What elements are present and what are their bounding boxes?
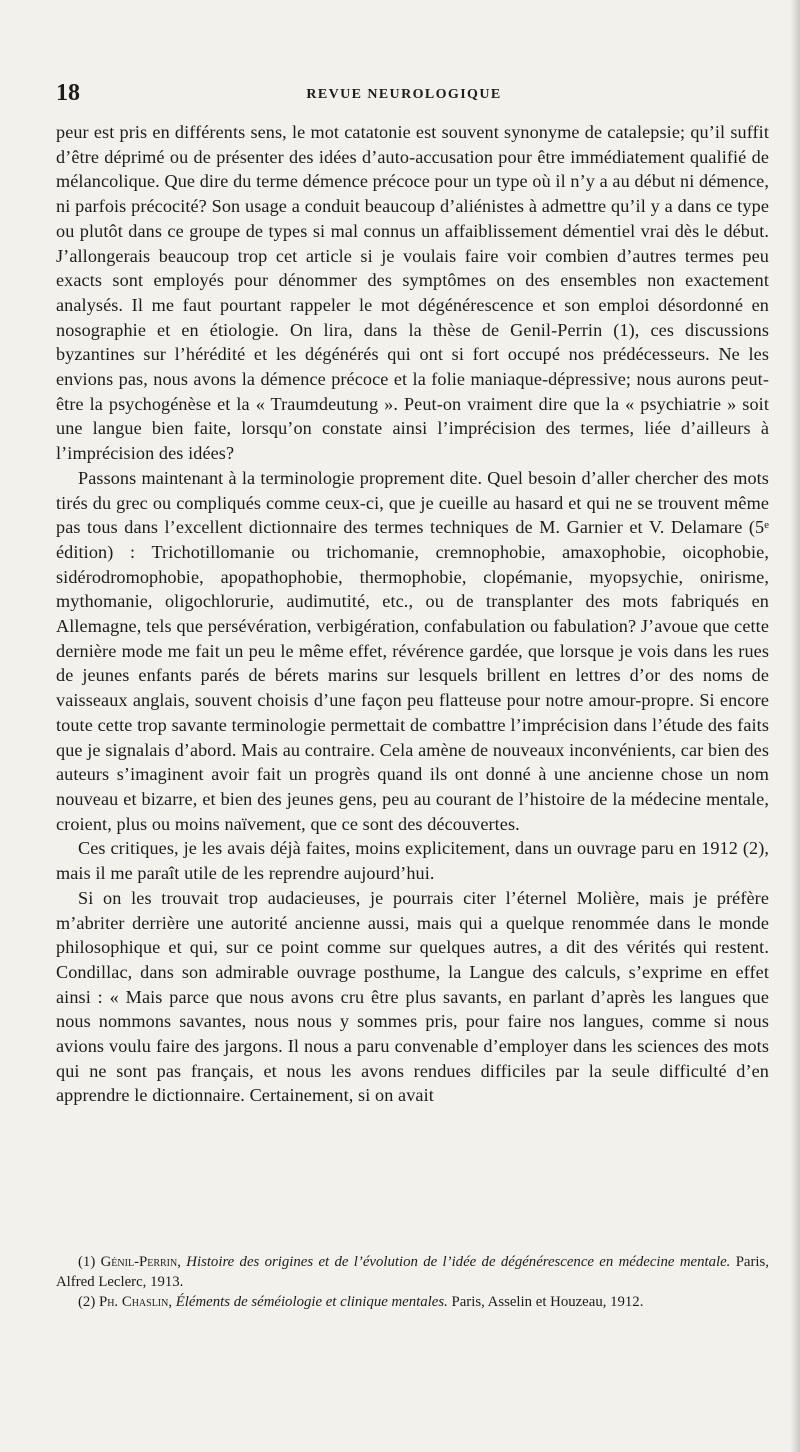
footnote-1 — [56, 1252, 769, 1292]
paragraph-1: peur est pris en différents sens, le mot catatonie est souvent synonyme de catalepsie; qu’il suffit d’être déprimé ou de présenter des idées d’auto-accusation pour être immédiatement qualifié de mélancolique. Que dire du terme démence précoce pour un type où il n’y a au début ni démence, ni parfois précocité? Son usage a conduit beaucoup d’aliénistes à admettre qu’il y a dans ce type ou plutôt dans ce groupe de types si mal connus un affaiblissement démentiel vrai dès le début. J’allongerais beaucoup trop cet article si je voulais faire voir combien d’autres termes peu exacts sont employés pour dénommer des symptômes on des ensembles non exactement analysés. Il me faut pourtant rappeler le mot dégénérescence et son emploi désordonné en nosographie et en étiologie. On lira, dans la thèse de Genil-Perrin (1), ces discussions byzantines sur l’hérédité et les dégénérés qui ont si fort occupé nos prédécesseurs. Ne les envions pas, nous avons la démence précoce et la folie maniaque-dépressive; nous aurons peut-être la psychogénèse et la « Traumdeutung ». Peut-on vraiment dire que la « psychiatrie » soit une langue bien faite, lorsqu’on constate ainsi l’imprécision des termes, liée d’ailleurs à l’imprécision des idées? — [56, 122, 769, 464]
running-title: REVUE NEUROLOGIQUE — [306, 87, 502, 102]
footnote-title: Histoire des origines et de l’évolution de l’idée de dégénérescence en médecine mentale. — [186, 1254, 731, 1270]
footnotes — [56, 1252, 769, 1312]
paragraph-3: Ces critiques, je les avais déjà faites, moins explicitement, dans un ouvrage paru en 1912 (2), mais il me paraît utile de les reprendre aujourd’hui. — [56, 838, 769, 884]
footnote-2 — [56, 1292, 769, 1312]
footnote-author: Ph. Chaslin, — [98, 1294, 173, 1310]
page-number: 18 — [56, 80, 80, 106]
footnote-publisher: Paris, Alfred Leclerc, 1913. — [56, 1254, 769, 1290]
footnote-marker: (2) — [78, 1294, 96, 1310]
body-text — [56, 120, 769, 1108]
paragraph-4: Si on les trouvait trop audacieuses, je pourrais citer l’éternel Molière, mais je préfère m’abriter derrière une autorité ancienne aussi, mais qui a quelque renommée dans le monde philosophique et qui, sur ce point comme sur quelques autres, a dit des vérités qui restent. Condillac, dans son admirable ouvrage posthume, la Langue des calculs, s’exprime en effet ainsi : « Mais parce que nous avons cru être plus savants, en parlant d’après les langues que nous nommons savantes, nous nous y sommes pris, pour faire nos langues, comme si nous avions voulu faire des jargons. Il nous a paru convenable d’employer dans les sciences des mots qui ne sont pas français, et nous les avons rendues difficiles par la seule difficulté d’en apprendre le dictionnaire. Certainement, si on avait — [56, 887, 769, 1106]
paragraph-2: Passons maintenant à la terminologie proprement dite. Quel besoin d’aller chercher des mots tirés du grec ou compliqués comme ceux-ci, que je cueille au hasard et qui ne se trouvent même pas tous dans l’excellent dictionnaire des termes techniques de M. Garnier et V. Delamare (5ᵉ édition) : Trichotillomanie ou trichomanie, cremnophobie, amaxophobie, oicophobie, sidérodromophobie, apopathophobie, thermophobie, clopémanie, myopsychie, onirisme, mythomanie, oligochlorurie, audimutité, etc., ou de transplanter des mots fabriqués en Allemagne, tels que persévération, verbigération, confabulation ou fabulation? J’avoue que cette dernière mode me fait un peu le même effet, révérence gardée, que lorsque je vois dans les rues de jeunes enfants parés de bérets marins sur lesquels brillent en lettres d’or des noms de vaisseaux anglais, souvent choisis d’une façon peu flatteuse pour notre amour-propre. Si encore toute cette trop savante terminologie permettait de combattre l’imprécision dans l’étude des faits que je signalais d’abord. Mais au contraire. Cela amène de nouveaux inconvénients, car bien des auteurs s’imaginent avoir fait un progrès quand ils ont donné à une ancienne chose un nom nouveau et bizarre, et bien des jeunes gens, peu au courant de l’histoire de la médecine mentale, croient, plus ou moins naïvement, que ce sont des découvertes. — [56, 467, 769, 834]
footnote-title: Éléments de séméiologie et clinique mentales. — [175, 1294, 448, 1310]
footnote-marker: (1) — [78, 1254, 96, 1270]
footnote-publisher: Paris, Asselin et Houzeau, 1912. — [451, 1294, 644, 1310]
page-header — [56, 80, 752, 110]
footnote-author: Génil-Perrin, — [100, 1254, 181, 1270]
page-edge-shadow — [790, 0, 800, 1452]
